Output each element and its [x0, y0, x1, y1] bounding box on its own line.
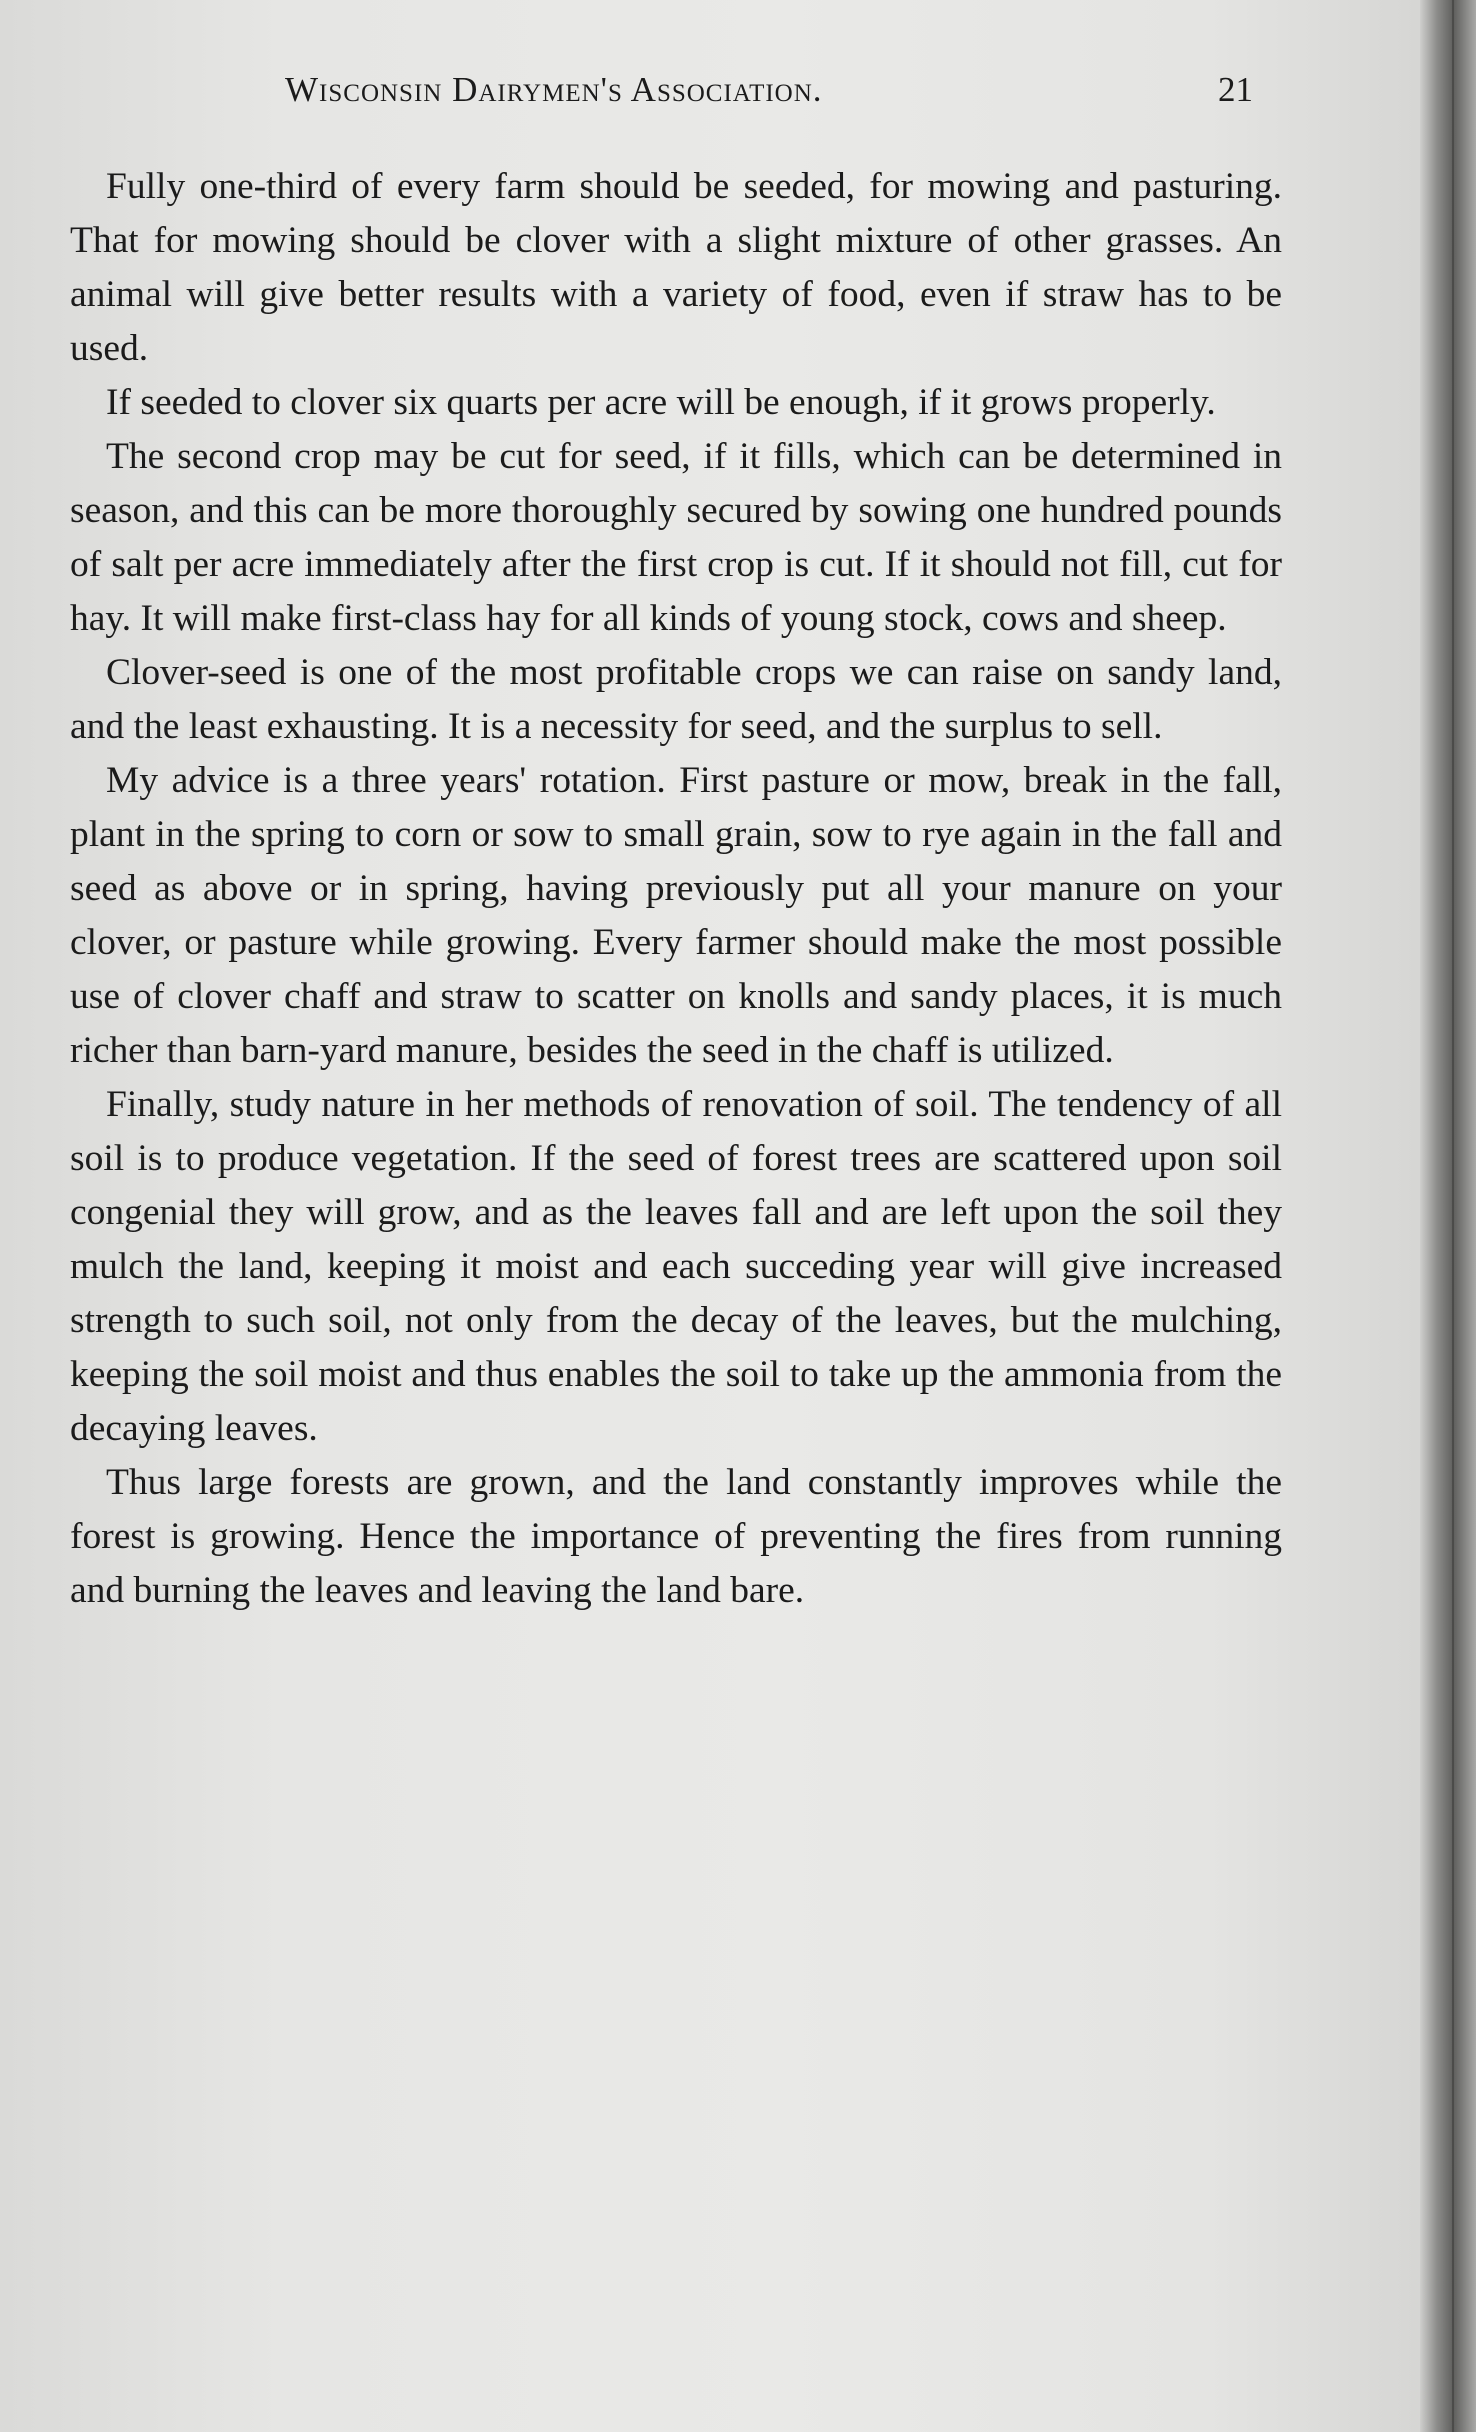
- running-title: Wisconsin Dairymen's Association.: [285, 70, 823, 109]
- body-text: [70, 160, 1282, 1618]
- paragraph-clover-quantity: If seeded to clover six quarts per acre will be enough, if it grows properly.: [106, 382, 1216, 423]
- running-head: [70, 70, 1270, 120]
- book-spine-shadow: [1420, 0, 1476, 2432]
- paragraph-seeding: Fully one-third of every farm should be seeded, for mowing and pasturing. That for mowing should be clover with a slight mixture of other grasses. An animal will give better results with a variety of food, even if straw has to be used.: [70, 166, 1282, 369]
- paragraph-clover-seed: Clover-seed is one of the most profitable crops we can raise on sandy land, and the least exhausting. It is a necessity for seed, and the surplus to sell.: [70, 652, 1282, 747]
- paragraph-forests: Thus large forests are grown, and the land constantly improves while the forest is growing. Hence the importance of preventing the fires from running and burning the leaves and leaving the land bare.: [70, 1462, 1282, 1611]
- paragraph-nature-renovation: Finally, study nature in her methods of renovation of soil. The tendency of all soil is to produce vegetation. If the seed of forest trees are scattered upon soil congenial they will grow, and as the leaves fall and are left upon the soil they mulch the land, keeping it moist and each succeding year will give increased strength to such soil, not only from the decay of the leaves, but the mulching, keeping the soil moist and thus enables the soil to take up the ammonia from the decaying leaves.: [70, 1084, 1282, 1449]
- paragraph-second-crop: The second crop may be cut for seed, if it fills, which can be determined in season, and this can be more thoroughly secured by sowing one hundred pounds of salt per acre immediately after the first crop is cut. If it should not fill, cut for hay. It will make first-class hay for all kinds of young stock, cows and sheep.: [70, 436, 1282, 639]
- book-spine-edge: [1452, 0, 1454, 2432]
- page-number: 21: [1218, 70, 1253, 109]
- paragraph-rotation-advice: My advice is a three years' rotation. First pasture or mow, break in the fall, plant in the spring to corn or sow to small grain, sow to rye again in the fall and seed as above or in spring, having previously put all your manure on your clover, or pasture while growing. Every farmer should make the most possible use of clover chaff and straw to scatter on knolls and sandy places, it is much richer than barn-yard manure, besides the seed in the chaff is utilized.: [70, 760, 1282, 1071]
